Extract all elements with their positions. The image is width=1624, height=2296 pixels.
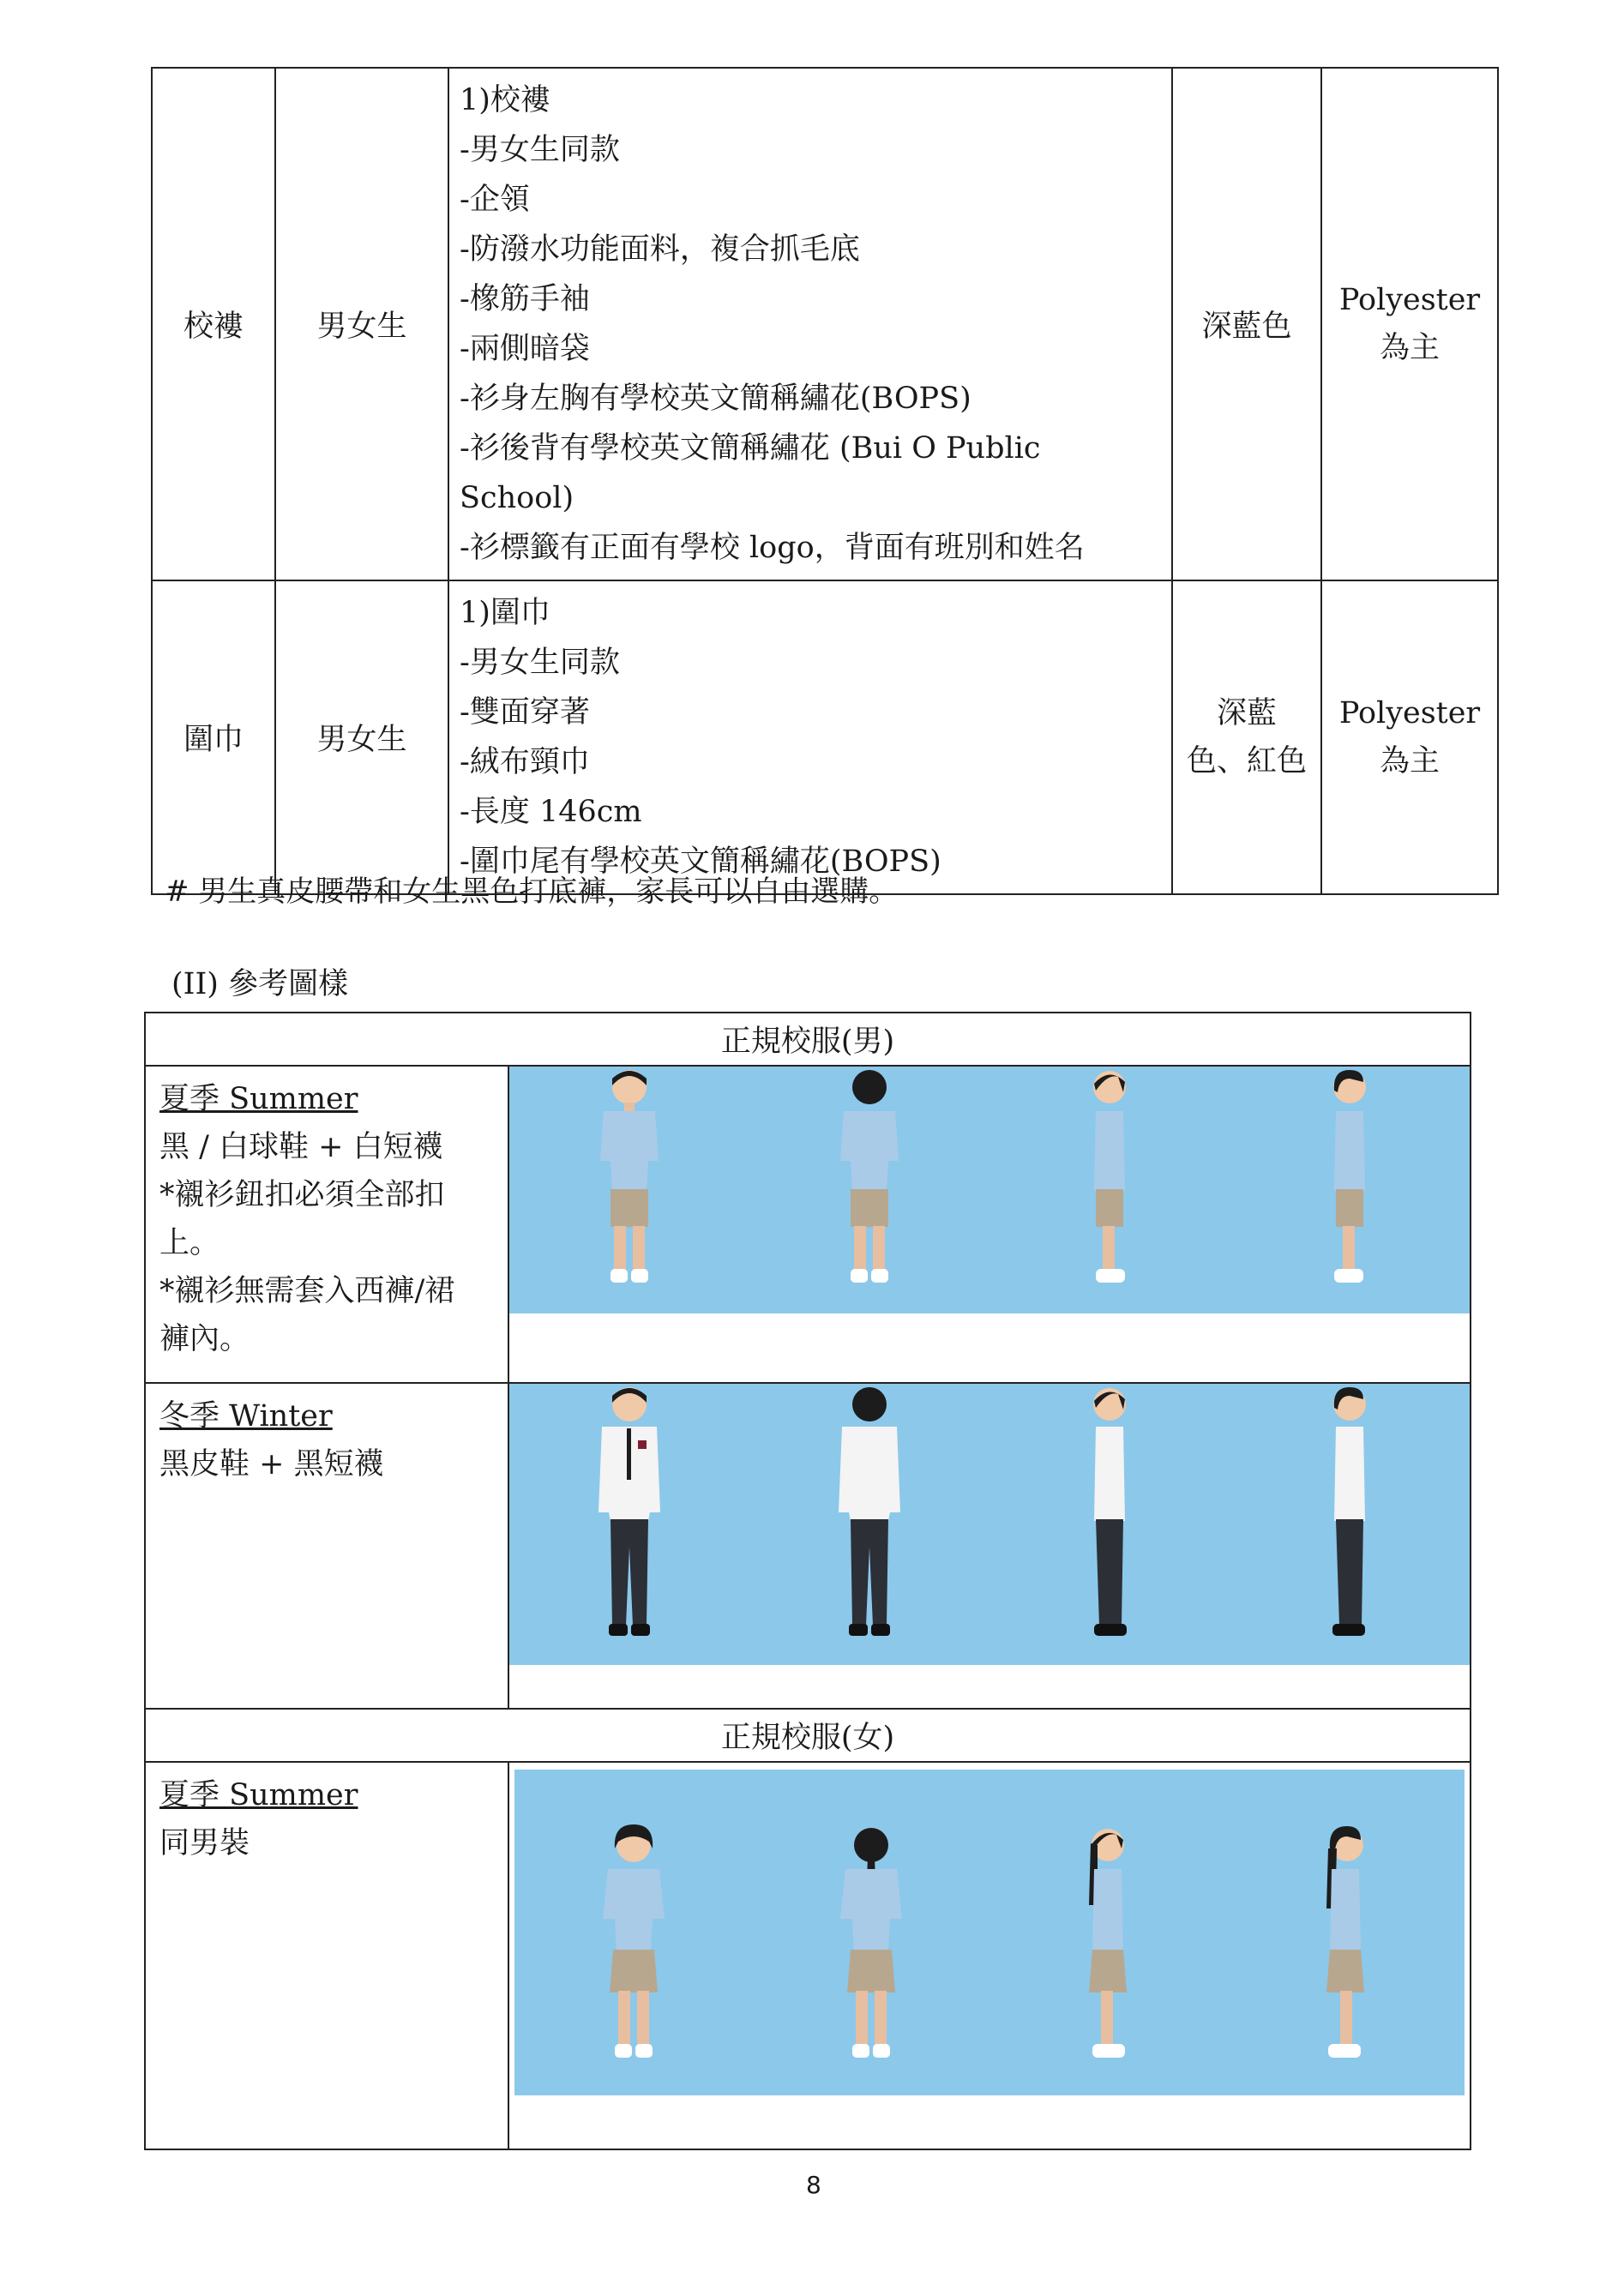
girl-summer-profile-figure bbox=[1316, 1823, 1376, 2071]
girls-summer-photos bbox=[508, 1762, 1471, 2149]
desc-line: -圍巾尾有學校英文簡稱繡花(BOPS) bbox=[460, 844, 941, 879]
material-line: Polyester bbox=[1338, 283, 1481, 317]
girls-uniform-header: 正規校服(女) bbox=[145, 1709, 1471, 1762]
note-line: *襯衫鈕扣必須全部扣 bbox=[159, 1178, 445, 1212]
note-line: 褲內。 bbox=[159, 1322, 250, 1356]
boy-summer-front-figure bbox=[595, 1067, 664, 1289]
photo-panel bbox=[509, 1384, 1470, 1665]
girl-summer-front-figure bbox=[598, 1823, 670, 2071]
note-line: 上。 bbox=[159, 1226, 220, 1260]
desc-line: -男女生同款 bbox=[460, 646, 620, 680]
color-line: 色、紅色 bbox=[1186, 744, 1307, 778]
boys-summer-notes bbox=[145, 1066, 508, 1383]
boy-winter-profile-figure bbox=[1322, 1384, 1377, 1641]
desc-line: -橡筋手袖 bbox=[460, 282, 590, 316]
boy-summer-profile-figure bbox=[1324, 1067, 1375, 1289]
color-cell: 深藍色 bbox=[1172, 68, 1321, 580]
girl-summer-side-figure bbox=[1079, 1823, 1139, 2071]
girls-summer-notes bbox=[145, 1762, 508, 2149]
desc-line: -衫身左胸有學校英文簡稱繡花(BOPS) bbox=[460, 382, 971, 416]
desc-line: -男女生同款 bbox=[460, 133, 620, 167]
spec-table bbox=[151, 67, 1499, 895]
item-name: 圍巾 bbox=[152, 580, 275, 894]
photo-panel bbox=[514, 1770, 1465, 2095]
boys-winter-photos bbox=[508, 1383, 1471, 1709]
material-line: Polyester bbox=[1338, 696, 1481, 730]
note-line: 同男裝 bbox=[159, 1826, 250, 1860]
item-name: 校褸 bbox=[152, 68, 275, 580]
desc-line: -兩側暗袋 bbox=[460, 332, 590, 366]
table-row bbox=[152, 68, 1498, 580]
gender-cell: 男女生 bbox=[275, 68, 448, 580]
boy-winter-front-figure bbox=[593, 1384, 665, 1641]
season-label: 夏季 Summer bbox=[159, 1778, 358, 1812]
desc-line: -衫後背有學校英文簡稱繡花 (Bui O Public bbox=[460, 431, 1041, 466]
girl-summer-back-figure bbox=[835, 1823, 907, 2071]
boys-summer-photos bbox=[508, 1066, 1471, 1383]
desc-line: 1)圍巾 bbox=[460, 596, 550, 630]
boys-uniform-header: 正規校服(男) bbox=[145, 1013, 1471, 1066]
desc-line: 1)校褸 bbox=[460, 83, 550, 117]
page-number: 8 bbox=[806, 2171, 821, 2199]
desc-line: -防潑水功能面料，複合抓毛底 bbox=[460, 232, 860, 267]
color-cell bbox=[1172, 580, 1321, 894]
season-label: 夏季 Summer bbox=[159, 1082, 358, 1116]
footnote: # 男生真皮腰帶和女生黑色打底褲，家長可以自由選購。 bbox=[165, 875, 899, 909]
boy-winter-back-figure bbox=[833, 1384, 905, 1641]
material-line: 為主 bbox=[1379, 744, 1440, 778]
desc-line: School) bbox=[460, 481, 574, 515]
boy-summer-back-figure bbox=[835, 1067, 904, 1289]
description-cell bbox=[448, 580, 1172, 894]
material-line: 為主 bbox=[1379, 331, 1440, 365]
material-cell bbox=[1321, 580, 1498, 894]
color-line: 深藍 bbox=[1216, 696, 1277, 730]
desc-line: -企領 bbox=[460, 183, 530, 217]
boy-summer-side-figure bbox=[1084, 1067, 1135, 1289]
section-title: (II) 參考圖樣 bbox=[171, 967, 349, 1001]
desc-line: -雙面穿著 bbox=[460, 695, 590, 730]
desc-line: -長度 146cm bbox=[460, 795, 642, 829]
note-line: *襯衫無需套入西褲/裙 bbox=[159, 1274, 455, 1308]
boys-winter-notes bbox=[145, 1383, 508, 1709]
description-cell bbox=[448, 68, 1172, 580]
season-label: 冬季 Winter bbox=[159, 1399, 333, 1433]
reference-table bbox=[144, 1012, 1471, 2150]
gender-cell: 男女生 bbox=[275, 580, 448, 894]
table-row bbox=[152, 580, 1498, 894]
note-line: 黑皮鞋 + 黑短襪 bbox=[159, 1447, 384, 1482]
desc-line: -衫標籤有正面有學校 logo，背面有班別和姓名 bbox=[460, 531, 1085, 565]
photo-panel bbox=[509, 1067, 1470, 1313]
desc-line: -絨布頸巾 bbox=[460, 745, 590, 779]
note-line: 黑 / 白球鞋 + 白短襪 bbox=[159, 1130, 443, 1164]
material-cell bbox=[1321, 68, 1498, 580]
boy-winter-side-figure bbox=[1082, 1384, 1137, 1641]
